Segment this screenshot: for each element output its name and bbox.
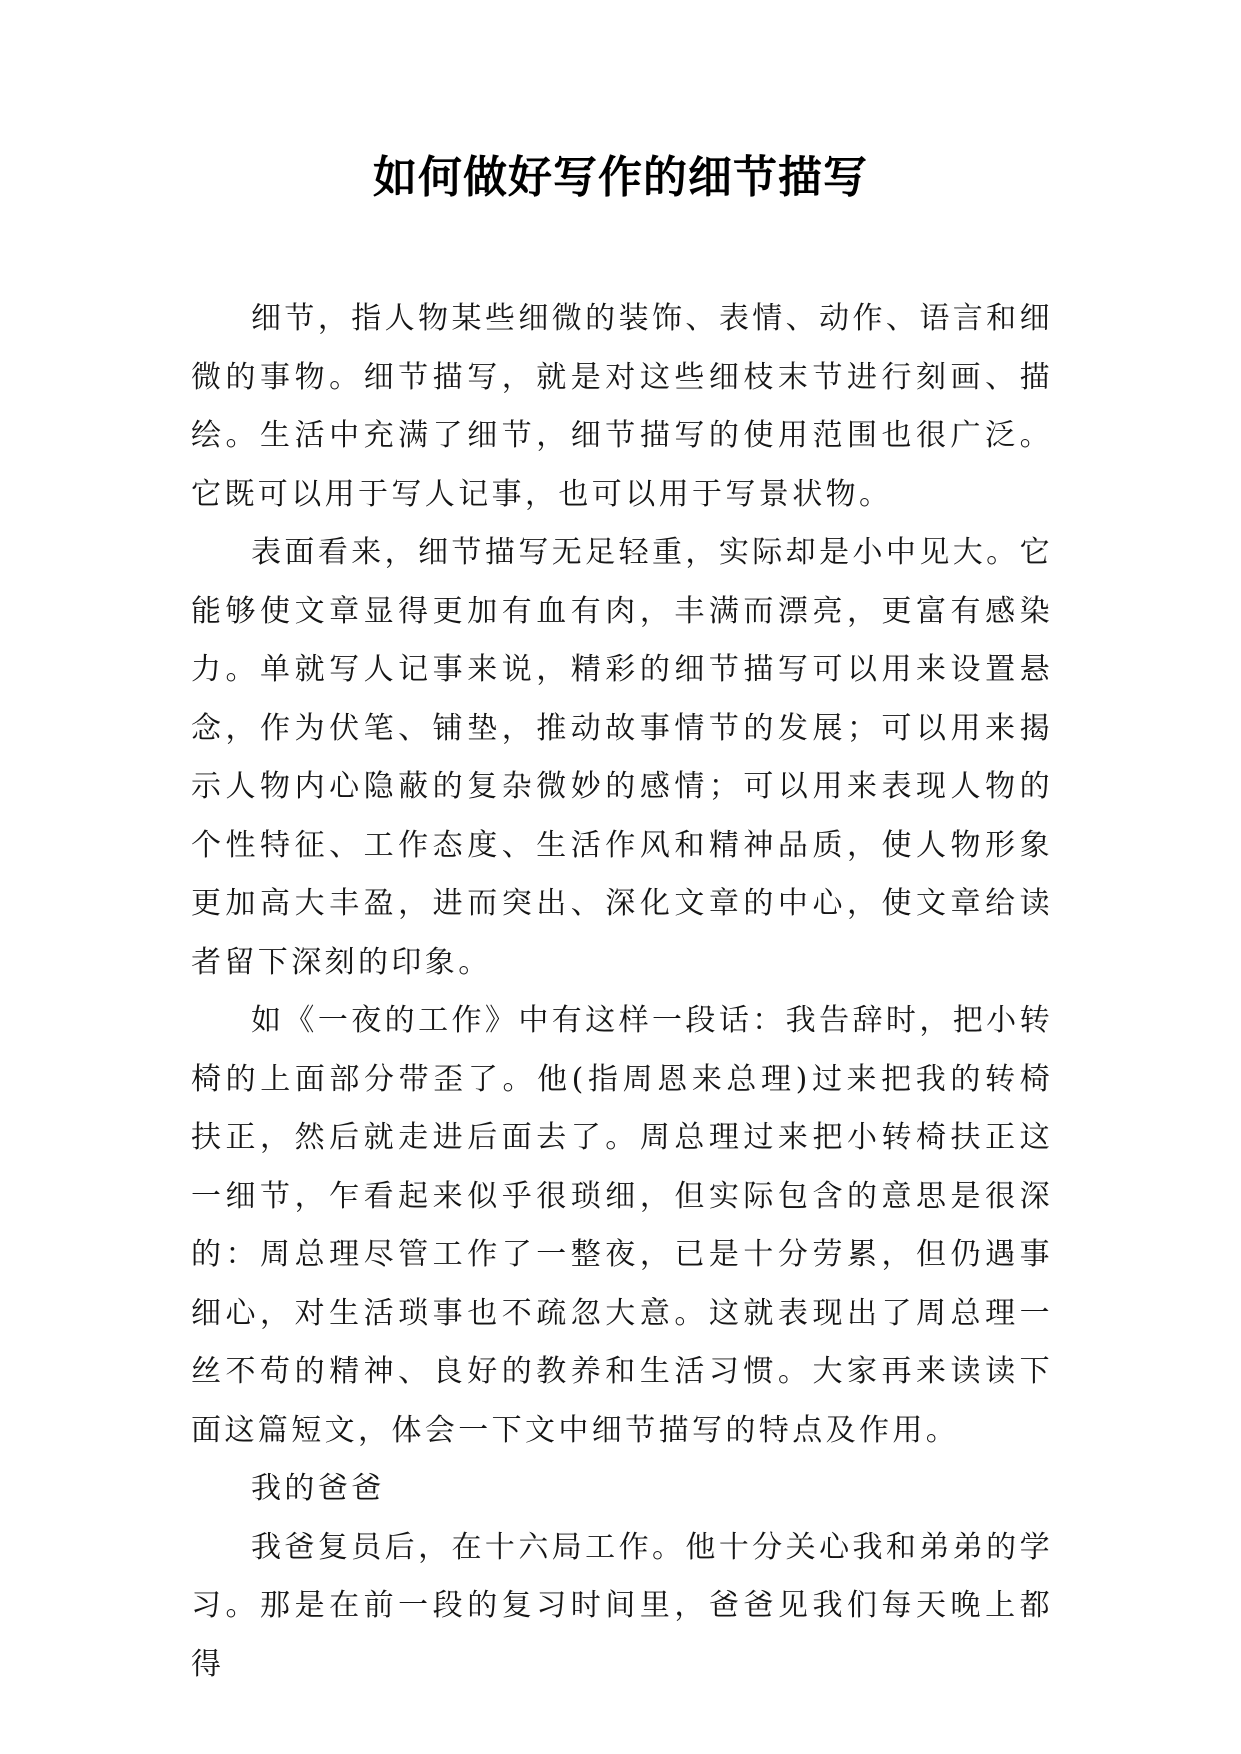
essay-title: 我的爸爸	[251, 1471, 385, 1506]
document-title: 如何做好写作的细节描写	[373, 152, 868, 203]
paragraph-intro: 细节，指人物某些细微的装饰、表情、动作、语言和细微的事物。细节描写，就是对这些细枝末节进行刻画、描绘。生活中充满了细节，细节描写的使用范围也很广泛。它既可以用于写人记事，也可以用于写景状物。	[191, 301, 1053, 512]
document-body	[191, 290, 1053, 1694]
paragraph-importance: 表面看来，细节描写无足轻重，实际却是小中见大。它能够使文章显得更加有血有肉，丰满而漂亮，更富有感染力。单就写人记事来说，精彩的细节描写可以用来设置悬念，作为伏笔、铺垫，推动故事情节的发展；可以用来揭示人物内心隐蔽的复杂微妙的感情；可以用来表现人物的个性特征、工作态度、生活作风和精神品质，使人物形象更加高大丰盈，进而突出、深化文章的中心，使文章给读者留下深刻的印象。	[191, 535, 1053, 980]
paragraph-example: 如《一夜的工作》中有这样一段话：我告辞时，把小转椅的上面部分带歪了。他(指周恩来总理)过来把我的转椅扶正，然后就走进后面去了。周总理过来把小转椅扶正这一细节，乍看起来似乎很琐细，但实际包含的意思是很深的：周总理尽管工作了一整夜，已是十分劳累，但仍遇事细心，对生活琐事也不疏忽大意。这就表现出了周总理一丝不苟的精神、良好的教养和生活习惯。大家再来读读下面这篇短文，体会一下文中细节描写的特点及作用。	[191, 1003, 1053, 1448]
paragraph-essay-start: 我爸复员后，在十六局工作。他十分关心我和弟弟的学习。那是在前一段的复习时间里，爸爸见我们每天晚上都得	[191, 1529, 1053, 1682]
